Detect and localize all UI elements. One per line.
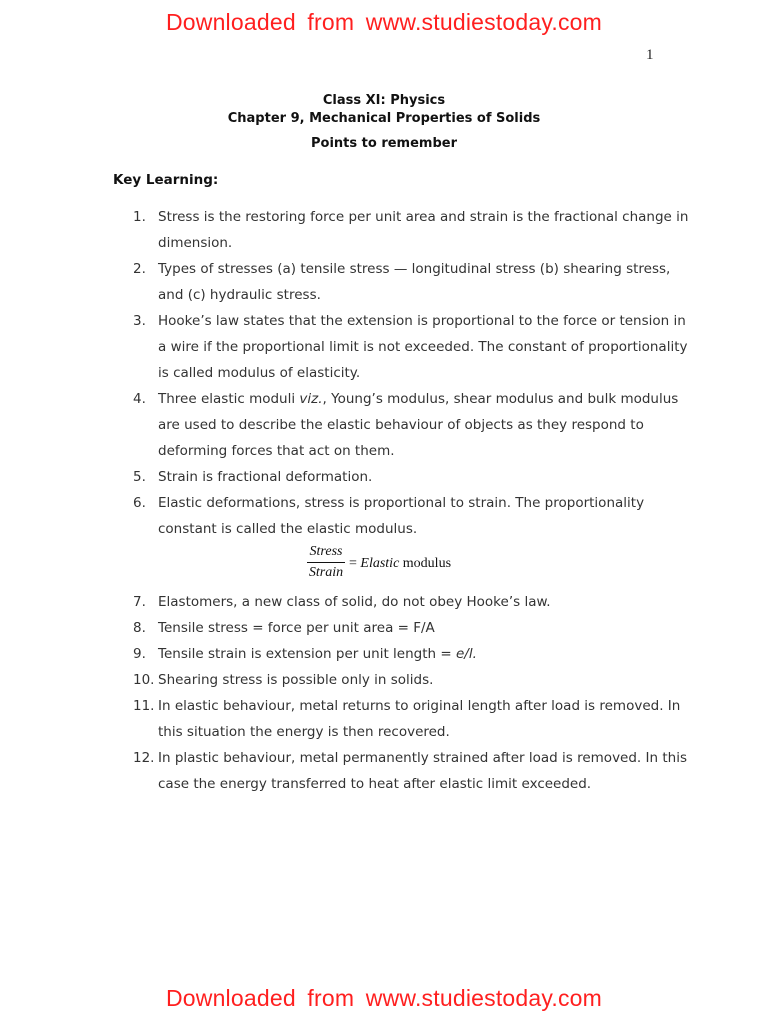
chapter-title: Chapter 9, Mechanical Properties of Solids xyxy=(227,111,541,126)
formula-rhs xyxy=(349,554,451,574)
list-item xyxy=(133,308,693,386)
item-number: 1. xyxy=(133,209,146,225)
list-item xyxy=(133,386,693,464)
watermark-top: Downloaded from www.studiestoday.com xyxy=(165,9,603,35)
item-text: Elastomers, a new class of solid, do not obey Hooke’s law. xyxy=(158,594,551,610)
item-text-emphasis: e/l. xyxy=(455,646,477,662)
item-text: Stress is the restoring force per unit area and strain is the fractional change in dimension. xyxy=(158,209,689,251)
item-text-part: Tensile strain is extension per unit length = xyxy=(158,646,456,662)
formula-fraction xyxy=(306,542,346,583)
item-text xyxy=(158,646,477,662)
title-block xyxy=(0,92,768,128)
list-item xyxy=(133,667,693,693)
section-heading: Key Learning: xyxy=(113,172,219,188)
item-number: 9. xyxy=(133,646,146,662)
item-number: 11. xyxy=(133,698,155,714)
formula-rhs-italic: Elastic xyxy=(360,556,400,571)
formula-numerator: Stress xyxy=(309,544,343,559)
item-number: 3. xyxy=(133,313,146,329)
item-number: 12. xyxy=(133,750,155,766)
item-text: Strain is fractional deformation. xyxy=(158,469,373,485)
item-number: 8. xyxy=(133,620,146,636)
item-text: Elastic deformations, stress is proportional to strain. The proportionality constant is called the elastic modulus. xyxy=(158,495,645,537)
item-text: In plastic behaviour, metal permanently strained after load is removed. In this case the energy transferred to heat after elastic limit exceeded. xyxy=(158,750,687,792)
list-item xyxy=(133,693,693,745)
item-text-part: Three elastic moduli xyxy=(158,391,300,407)
formula-rhs-rest: modulus xyxy=(399,556,452,571)
item-number: 5. xyxy=(133,469,146,485)
list-item xyxy=(133,745,693,797)
item-text: Hooke’s law states that the extension is proportional to the force or tension in a wire if the proportional limit is not exceeded. The constant of proportionality is called modulus of elasticity. xyxy=(158,313,688,381)
item-number: 4. xyxy=(133,391,146,407)
formula-denominator: Strain xyxy=(308,565,344,580)
item-text: Shearing stress is possible only in solids. xyxy=(158,672,434,688)
item-text-part: , Young’s modulus, shear modulus and bulk modulus are used to describe the elastic behaviour of objects as they respond to deforming forces that act on them. xyxy=(158,391,679,459)
item-text: In elastic behaviour, metal returns to original length after load is removed. In this situation the energy is then recovered. xyxy=(158,698,681,740)
item-text: Types of stresses (a) tensile stress — longitudinal stress (b) shearing stress, and (c) hydraulic stress. xyxy=(158,261,671,303)
item-text-emphasis: viz. xyxy=(299,391,323,407)
item-number: 2. xyxy=(133,261,146,277)
key-learning-list xyxy=(133,204,693,797)
list-item xyxy=(133,490,693,542)
list-item xyxy=(133,615,693,641)
formula-row xyxy=(133,542,693,589)
item-text xyxy=(158,391,678,459)
list-item xyxy=(133,464,693,490)
watermark-bottom: Downloaded from www.studiestoday.com xyxy=(165,985,603,1011)
elastic-modulus-formula xyxy=(133,542,693,589)
list-item xyxy=(133,589,693,615)
item-number: 10. xyxy=(133,672,155,688)
list-item xyxy=(133,256,693,308)
item-text: Tensile stress = force per unit area = F/A xyxy=(158,620,435,636)
page-number: 1 xyxy=(646,47,654,63)
page-subtitle: Points to remember xyxy=(311,136,457,151)
item-number: 7. xyxy=(133,594,146,610)
class-title: Class XI: Physics xyxy=(322,93,446,108)
formula-equals: = xyxy=(349,556,361,571)
item-number: 6. xyxy=(133,495,146,511)
list-item xyxy=(133,641,693,667)
list-item xyxy=(133,204,693,256)
